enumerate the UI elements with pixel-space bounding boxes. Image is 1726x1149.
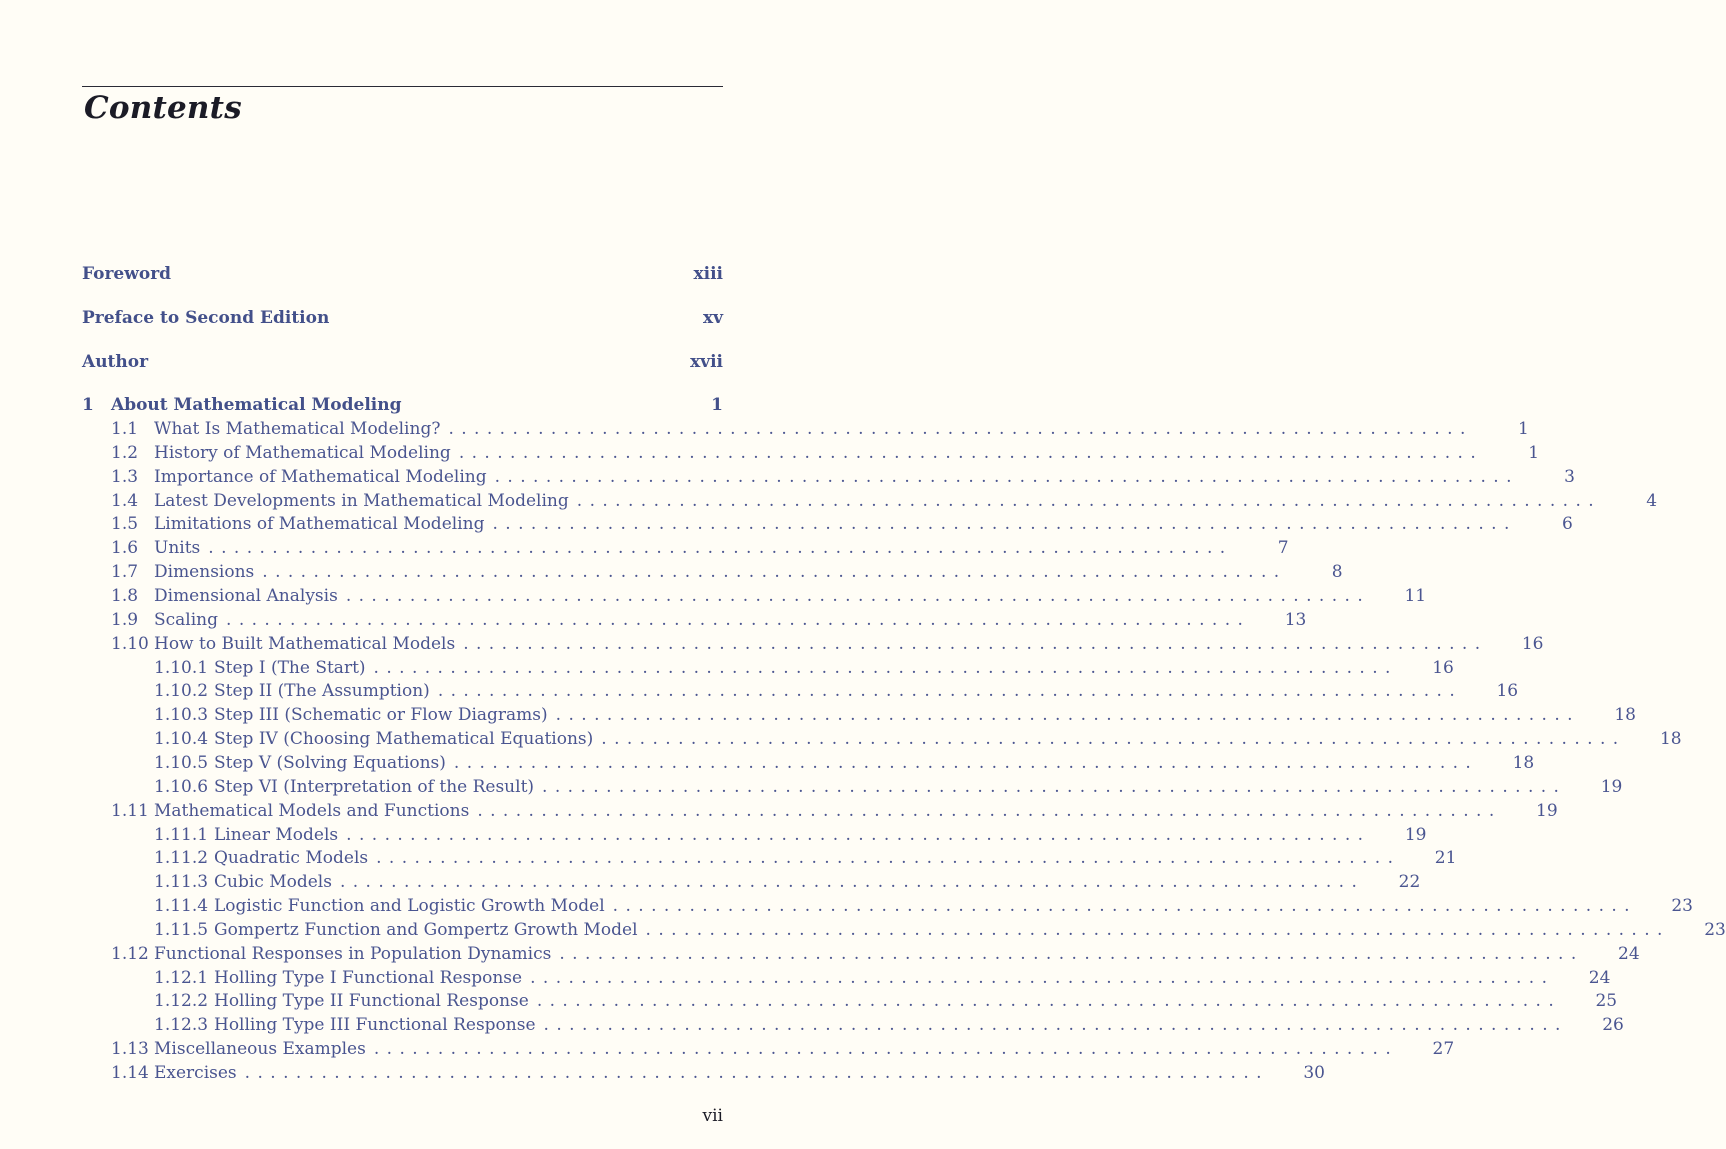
toc-page-number: 23	[1704, 919, 1726, 940]
toc-page-number: 27	[1432, 1039, 1455, 1060]
toc-dot-leader: ................................................................................	[339, 872, 1365, 893]
toc-section-number: 1.11.3	[154, 872, 209, 893]
toc-page-number: xvii	[690, 352, 723, 372]
toc-section-number: 1.11.4	[154, 896, 209, 916]
toc-page-number: 8	[1331, 562, 1343, 583]
toc-section-entry[interactable]	[82, 560, 1343, 584]
toc-page-number: 30	[1303, 1063, 1325, 1083]
toc-dot-leader: ................................................................................	[477, 800, 1502, 821]
toc-section-label: Functional Responses in Population Dynamics	[154, 943, 552, 964]
toc-dot-leader: ................................................................................	[453, 752, 1479, 773]
toc-section-number: 1.8	[111, 586, 139, 606]
toc-section-label: Holling Type I Functional Response	[214, 967, 523, 988]
toc-dot-leader: ................................................................................	[373, 1039, 1399, 1060]
toc-subsection-entry[interactable]	[82, 679, 1519, 703]
toc-section-number: 1.3	[111, 466, 139, 487]
toc-dot-leader: ................................................................................	[373, 657, 1398, 678]
toc-subsection-entry[interactable]	[82, 966, 1611, 990]
toc-section-label: Latest Developments in Mathematical Modeling	[154, 490, 569, 511]
toc-section-entry[interactable]	[82, 608, 1307, 632]
toc-section-number: 1.4	[111, 490, 139, 511]
toc-page-number: 13	[1284, 609, 1307, 630]
toc-section-label: Step VI (Interpretation of the Result)	[214, 776, 535, 797]
toc-subsection-entry[interactable]	[82, 846, 1457, 870]
toc-subsection-entry[interactable]	[82, 823, 1427, 847]
header-rule	[82, 86, 723, 87]
toc-page-number: 18	[1614, 705, 1636, 726]
toc-section-entry[interactable]	[82, 512, 1573, 536]
toc-section-label: Step III (Schematic or Flow Diagrams)	[214, 705, 548, 726]
toc-page-number: xv	[702, 308, 723, 328]
toc-section-number: 1.11.2	[154, 848, 209, 869]
toc-page-number: 1	[1528, 442, 1540, 463]
toc-dot-leader: ................................................................................	[458, 442, 1484, 463]
toc-section-number: 1.11	[111, 800, 149, 821]
toc-section-entry[interactable]	[82, 417, 1529, 441]
toc-section-entry[interactable]	[82, 632, 1544, 656]
toc-entry-label: Preface to Second Edition	[82, 308, 330, 328]
toc-entry-label: Author	[82, 352, 149, 372]
toc-dot-leader: ................................................................................	[244, 1063, 1269, 1083]
toc-subsection-entry[interactable]	[82, 870, 1421, 894]
toc-page-number: 11	[1404, 586, 1427, 606]
toc-subsection-entry[interactable]	[82, 656, 1454, 680]
toc-dot-leader: ................................................................................	[536, 991, 1562, 1012]
toc-dot-leader: ................................................................................	[543, 1015, 1568, 1036]
toc-section-entry[interactable]	[82, 942, 1640, 966]
toc-subsection-entry[interactable]	[82, 918, 1726, 942]
toc-section-number: 1.10.4	[154, 729, 209, 749]
toc-section-entry[interactable]	[82, 1037, 1455, 1061]
toc-section-label: Step I (The Start)	[214, 657, 366, 678]
toc-dot-leader: ................................................................................	[559, 943, 1584, 964]
toc-subsection-entry[interactable]	[82, 751, 1535, 775]
toc-section-number: 1.10.6	[154, 776, 209, 797]
toc-dot-leader: ................................................................................	[530, 967, 1555, 988]
toc-dot-leader: ................................................................................	[345, 586, 1371, 606]
toc-page-number: 23	[1671, 896, 1693, 916]
toc-section-label: Step V (Solving Equations)	[214, 752, 446, 773]
toc-chapter-number: 1	[82, 395, 94, 415]
toc-dot-leader: ................................................................................	[542, 776, 1567, 797]
toc-dot-leader: ................................................................................	[463, 633, 1488, 654]
toc-section-label: How to Built Mathematical Models	[154, 633, 456, 654]
toc-section-label: Logistic Function and Logistic Growth Model	[214, 896, 605, 916]
page-number: vii	[702, 1106, 723, 1126]
toc-page-number: 3	[1564, 466, 1575, 487]
toc-page-number: 25	[1595, 991, 1618, 1012]
toc-subsection-entry[interactable]	[82, 727, 1682, 751]
toc-front-entry[interactable]	[82, 262, 723, 286]
toc-section-label: Mathematical Models and Functions	[154, 800, 470, 821]
toc-subsection-entry[interactable]	[82, 989, 1618, 1013]
toc-section-label: Miscellaneous Examples	[154, 1039, 366, 1060]
toc-section-number: 1.7	[111, 562, 139, 583]
toc-section-entry[interactable]	[82, 1061, 1325, 1085]
toc-chapter-entry[interactable]	[82, 393, 723, 417]
toc-page-number: 24	[1588, 967, 1611, 988]
toc-section-label: Dimensional Analysis	[154, 586, 338, 606]
toc-section-label: Exercises	[154, 1063, 237, 1083]
toc-front-entry[interactable]	[82, 306, 723, 330]
toc-section-number: 1.13	[111, 1039, 149, 1060]
toc-section-label: History of Mathematical Modeling	[154, 442, 451, 463]
toc-section-entry[interactable]	[82, 536, 1289, 560]
toc-page-number: 6	[1561, 514, 1573, 535]
toc-page-number: 1	[1517, 419, 1529, 439]
toc-page-number: xiii	[693, 264, 723, 284]
toc-entry-label: Foreword	[82, 264, 172, 284]
toc-dot-leader: ................................................................................	[612, 896, 1637, 916]
toc-section-entry[interactable]	[82, 799, 1558, 823]
toc-page-number: 18	[1512, 752, 1535, 773]
toc-page-number: 26	[1602, 1015, 1624, 1036]
toc-dot-leader: ................................................................................	[437, 681, 1463, 702]
toc-section-label: What Is Mathematical Modeling?	[154, 419, 441, 439]
toc-section-number: 1.10.3	[154, 705, 209, 726]
toc-section-number: 1.10	[111, 633, 149, 654]
toc-dot-leader: ................................................................................	[645, 919, 1670, 940]
toc-dot-leader: ................................................................................	[208, 538, 1233, 559]
toc-section-label: Scaling	[154, 609, 219, 630]
toc-page-number: 16	[1496, 681, 1519, 702]
toc-dot-leader: ................................................................................	[576, 490, 1602, 511]
toc-section-label: Holling Type II Functional Response	[214, 991, 529, 1012]
toc-subsection-entry[interactable]	[82, 1013, 1624, 1037]
toc-section-entry[interactable]	[82, 465, 1575, 489]
toc-page-number: 16	[1521, 633, 1544, 654]
toc-section-number: 1.9	[111, 609, 139, 630]
toc-subsection-entry[interactable]	[82, 703, 1636, 727]
toc-section-label: Holling Type III Functional Response	[214, 1015, 536, 1036]
toc-section-number: 1.2	[111, 442, 139, 463]
toc-section-number: 1.12	[111, 943, 149, 964]
toc-section-label: Quadratic Models	[214, 848, 369, 869]
toc-page-number: 24	[1618, 943, 1640, 964]
toc-dot-leader: ................................................................................	[346, 824, 1371, 845]
toc-section-label: Linear Models	[214, 824, 339, 845]
toc-section-number: 1.10.2	[154, 681, 209, 702]
toc-page-number: 18	[1659, 729, 1682, 749]
toc-section-number: 1.1	[111, 419, 139, 439]
toc-page-number: 4	[1646, 490, 1658, 511]
toc-section-number: 1.11.5	[154, 919, 209, 940]
toc-section-label: Limitations of Mathematical Modeling	[154, 514, 485, 535]
toc-page-number: 7	[1277, 538, 1289, 559]
toc-section-label: Cubic Models	[214, 872, 332, 893]
toc-dot-leader: ................................................................................	[601, 729, 1626, 749]
toc-dot-leader: ................................................................................	[448, 419, 1473, 439]
toc-dot-leader: ................................................................................	[555, 705, 1580, 726]
toc-page-number: 22	[1398, 872, 1421, 893]
toc-section-label: Importance of Mathematical Modeling	[154, 466, 487, 487]
toc-section-number: 1.12.1	[154, 967, 209, 988]
toc-section-number: 1.12.2	[154, 991, 209, 1012]
toc-dot-leader: ................................................................................	[262, 562, 1287, 583]
toc-section-number: 1.5	[111, 514, 139, 535]
toc-section-number: 1.12.3	[154, 1015, 209, 1036]
toc-section-number: 1.11.1	[154, 824, 209, 845]
toc-dot-leader: ................................................................................	[376, 848, 1401, 869]
toc-subsection-entry[interactable]	[82, 894, 1693, 918]
toc-section-entry[interactable]	[82, 441, 1540, 465]
toc-section-number: 1.10.1	[154, 657, 209, 678]
toc-section-label: Dimensions	[154, 562, 255, 583]
toc-section-number: 1.14	[111, 1063, 149, 1083]
toc-page-number: 19	[1600, 776, 1623, 797]
toc-dot-leader: ................................................................................	[494, 466, 1519, 487]
toc-page-number: 1	[711, 395, 723, 415]
toc-section-label: Units	[154, 538, 201, 559]
toc-page-number: 21	[1434, 848, 1457, 869]
toc-dot-leader: ................................................................................	[492, 514, 1517, 535]
toc-chapter-label: About Mathematical Modeling	[111, 395, 402, 415]
toc-section-entry[interactable]	[82, 489, 1658, 513]
toc-section-number: 1.6	[111, 538, 139, 559]
toc-section-label: Step IV (Choosing Mathematical Equations)	[214, 729, 594, 749]
toc-section-number: 1.10.5	[154, 752, 209, 773]
toc-subsection-entry[interactable]	[82, 775, 1623, 799]
toc-page-number: 19	[1404, 824, 1427, 845]
toc-dot-leader: ................................................................................	[226, 609, 1251, 630]
toc-section-entry[interactable]	[82, 584, 1427, 608]
toc-front-entry[interactable]	[82, 350, 723, 374]
page-title: Contents	[84, 90, 242, 126]
toc-section-label: Gompertz Function and Gompertz Growth Model	[214, 919, 638, 940]
toc-section-label: Step II (The Assumption)	[214, 681, 430, 702]
toc-page-number: 19	[1536, 800, 1558, 821]
toc-page-number: 16	[1432, 657, 1454, 678]
